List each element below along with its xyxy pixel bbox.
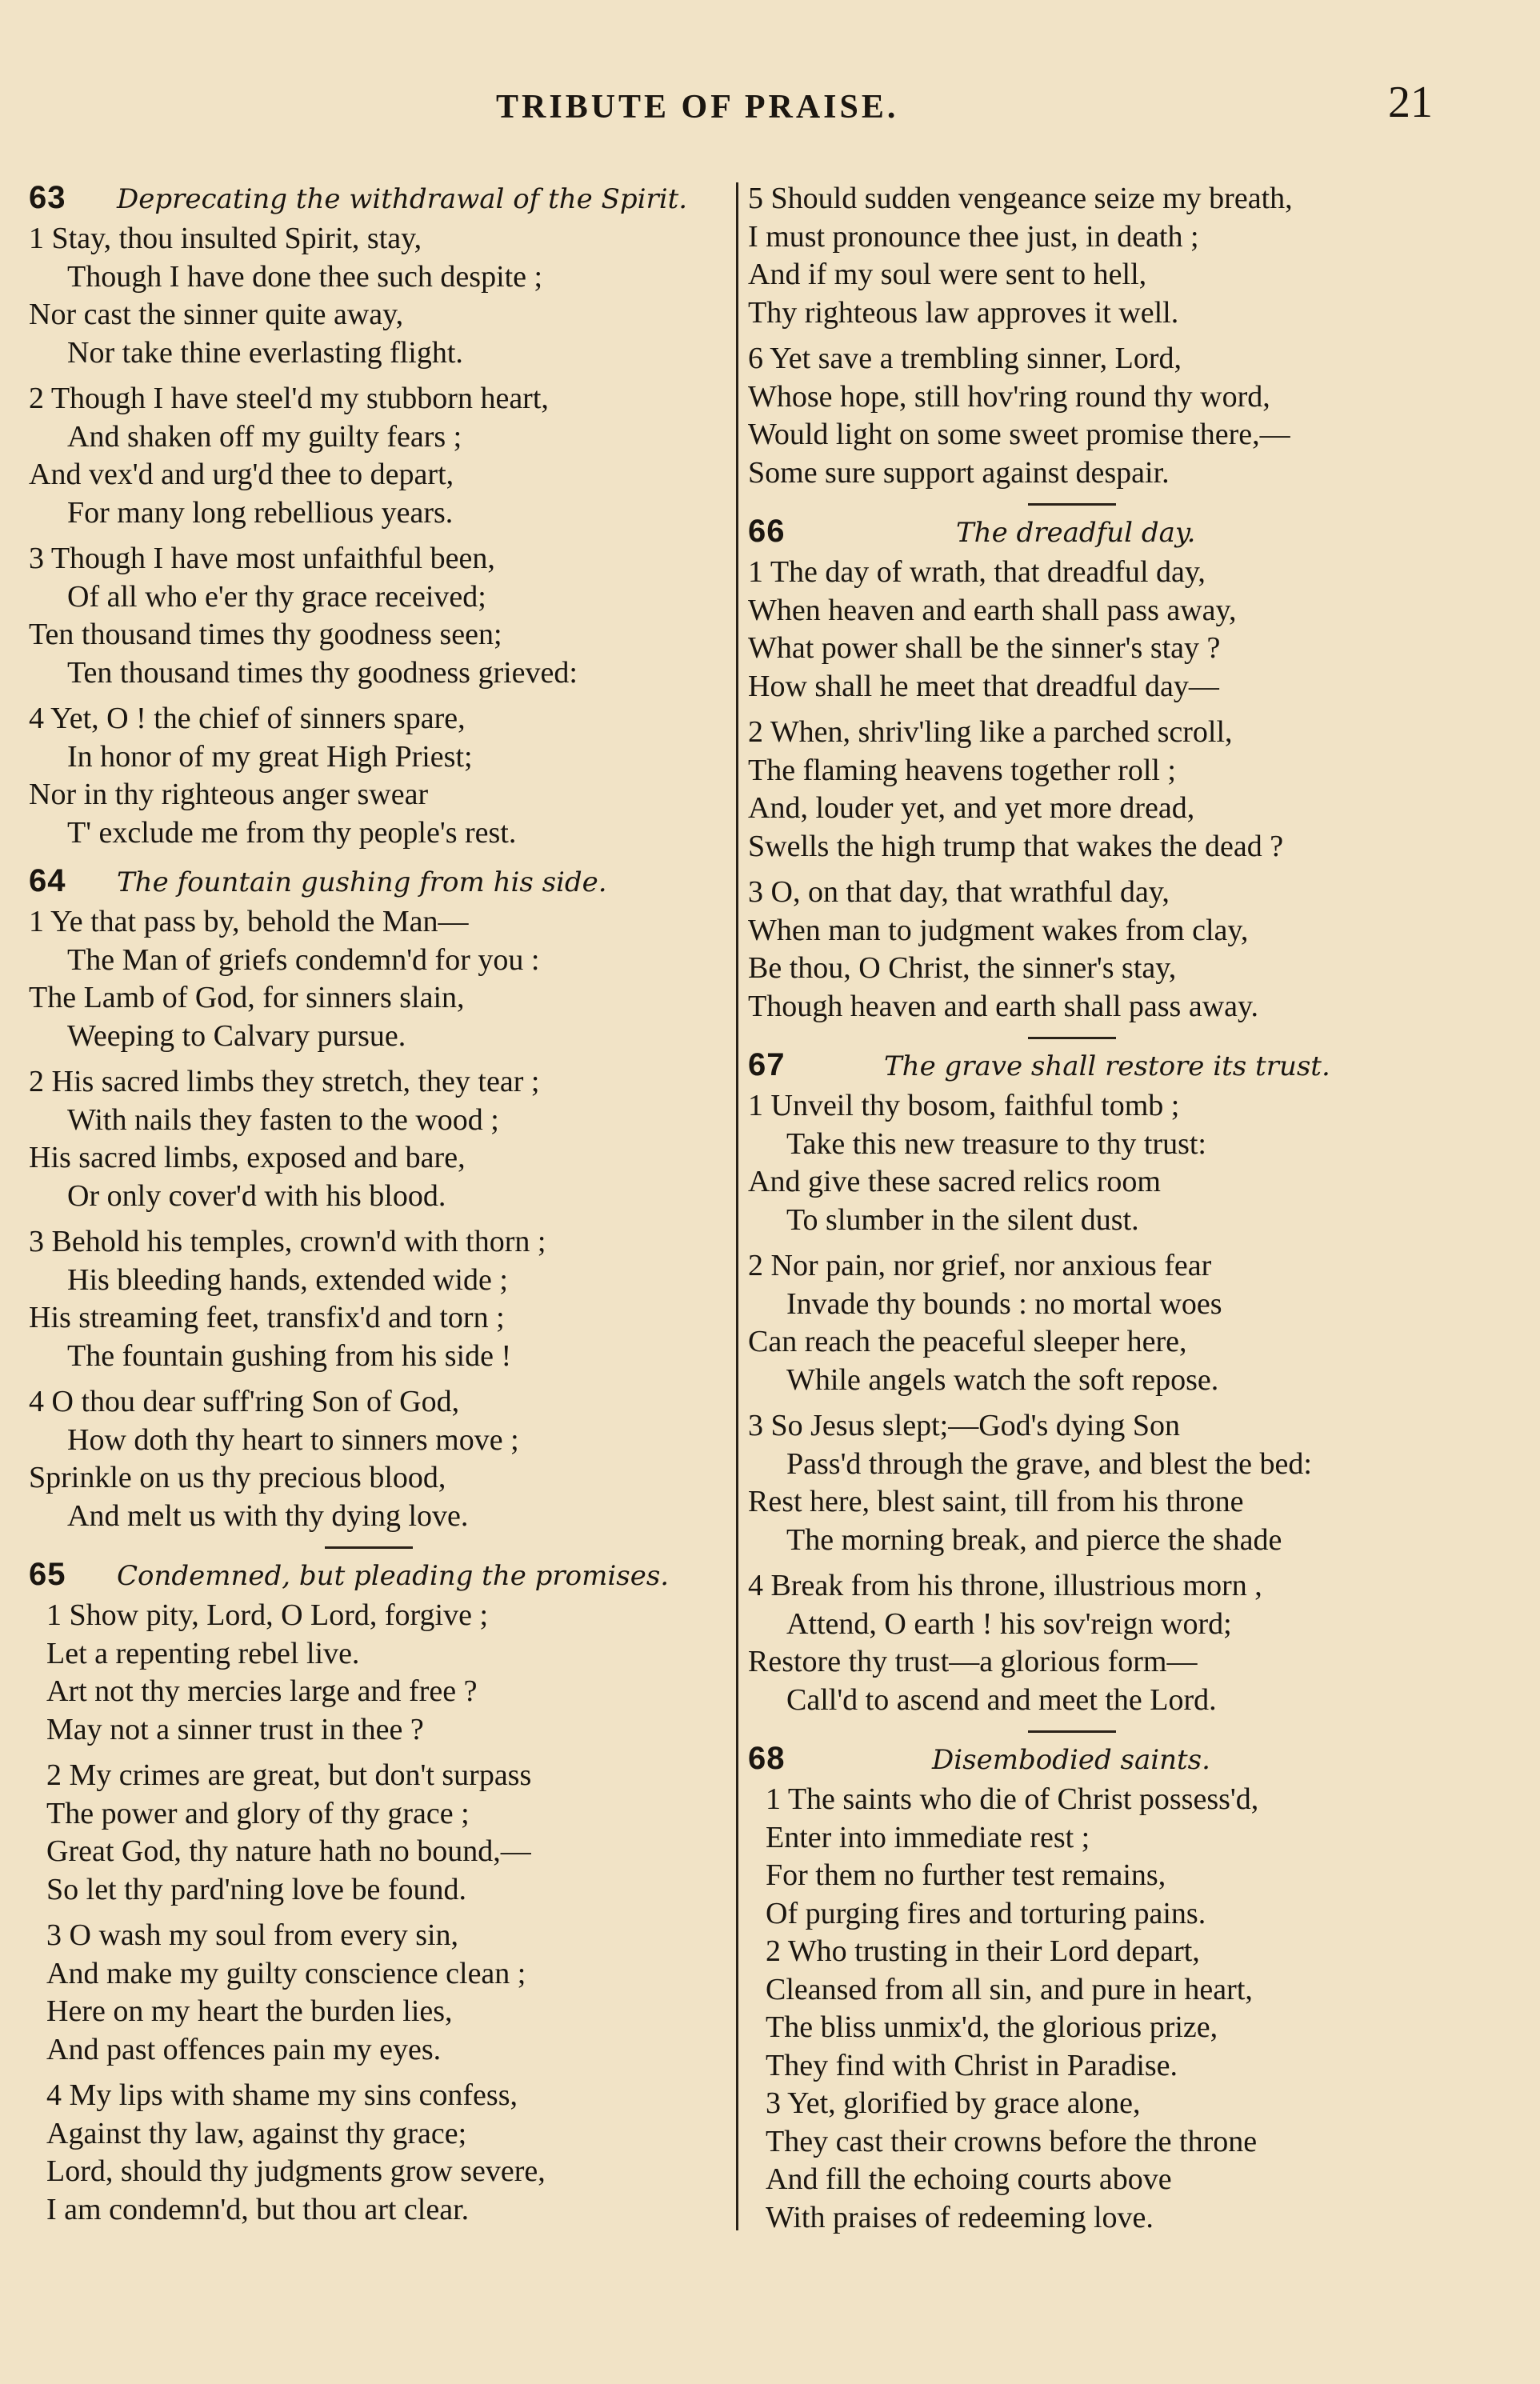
section-rule: [1028, 503, 1116, 506]
verse-line: How shall he meet that dreadful day—: [748, 669, 1219, 703]
verse-line: 3 Behold his temples, crown'd with thorn ;: [29, 1225, 546, 1258]
stanza: [748, 1781, 1476, 1933]
verse-line: 2 Though I have steel'd my stubborn heart,: [29, 382, 549, 415]
hymn-number: 68: [748, 1741, 786, 1776]
hymn-header: [748, 514, 1476, 554]
verse-line: Of all who e'er thy grace received;: [67, 579, 486, 614]
stanza: [29, 1757, 733, 1909]
verse-line: 1 Unveil thy bosom, faithful tomb ;: [748, 1089, 1180, 1122]
verse-line: The Lamb of God, for sinners slain,: [29, 981, 465, 1014]
hymn-title: The fountain gushing from his side.: [117, 866, 607, 898]
hymn-title: Disembodied saints.: [932, 1744, 1210, 1776]
hymn-number: 66: [748, 514, 786, 549]
verse-line: Be thou, O Christ, the sinner's stay,: [748, 951, 1177, 985]
hymn-67: [748, 1047, 1476, 1719]
verse-line: 1 Ye that pass by, behold the Man—: [29, 905, 469, 938]
hymn-header: [748, 1741, 1476, 1781]
verse-line: 1 The saints who die of Christ possess'd,: [766, 1782, 1259, 1816]
verse-line: Against thy law, against thy grace;: [46, 2116, 467, 2150]
verse-line: With praises of redeeming love.: [766, 2200, 1154, 2234]
stanza: [29, 380, 733, 532]
verse-line: Swells the high trump that wakes the dead ?: [748, 829, 1284, 863]
verse-line: His bleeding hands, extended wide ;: [67, 1262, 508, 1297]
hymn-title: Deprecating the withdrawal of the Spirit.: [117, 183, 688, 215]
verse-line: And, louder yet, and yet more dread,: [748, 791, 1195, 825]
hymn-number: 63: [29, 180, 66, 215]
verse-line: For many long rebellious years.: [67, 495, 454, 530]
verse-line: And give these sacred relics room: [748, 1165, 1161, 1198]
stanza: [748, 714, 1476, 866]
verse-line: Great God, thy nature hath no bound,—: [46, 1834, 531, 1868]
verse-line: 2 Nor pain, nor grief, nor anxious fear: [748, 1249, 1212, 1282]
stanza: [748, 340, 1476, 492]
stanza: [29, 220, 733, 372]
hymn-title: Condemned, but pleading the promises.: [117, 1560, 670, 1592]
stanza: [748, 1247, 1476, 1399]
hymn-number: 64: [29, 863, 66, 898]
verse-line: Invade thy bounds : no mortal woes: [786, 1286, 1222, 1321]
right-column: [748, 180, 1476, 2248]
verse-line: And vex'd and urg'd thee to depart,: [29, 458, 454, 491]
verse-line: Cleansed from all sin, and pure in heart,: [766, 1972, 1253, 2006]
verse-line: What power shall be the sinner's stay ?: [748, 631, 1221, 665]
hymn-number: 67: [748, 1047, 786, 1082]
verse-line: 2 My crimes are great, but don't surpass: [46, 1758, 532, 1792]
verse-line: 4 O thou dear suff'ring Son of God,: [29, 1385, 460, 1418]
stanza: [748, 1087, 1476, 1239]
verse-line: Nor in thy righteous anger swear: [29, 778, 429, 811]
verse-line: To slumber in the silent dust.: [786, 1202, 1139, 1237]
verse-line: The Man of griefs condemn'd for you :: [67, 942, 540, 977]
verse-line: 1 Show pity, Lord, O Lord, forgive ;: [46, 1598, 489, 1632]
stanza: [29, 1063, 733, 1215]
verse-line: Let a repenting rebel live.: [46, 1636, 360, 1670]
verse-line: With nails they fasten to the wood ;: [67, 1102, 499, 1137]
verse-line: Take this new treasure to thy trust:: [786, 1126, 1206, 1161]
hymn-68: [748, 1741, 1476, 2237]
stanza: [748, 874, 1476, 1026]
hymn-header: [29, 180, 733, 220]
stanza: [748, 180, 1476, 332]
verse-line: And fill the echoing courts above: [766, 2162, 1172, 2196]
verse-line: 5 Should sudden vengeance seize my breath,: [748, 182, 1293, 215]
section-rule: [1028, 1730, 1116, 1733]
verse-line: And if my soul were sent to hell,: [748, 258, 1147, 291]
verse-line: The flaming heavens together roll ;: [748, 753, 1176, 787]
verse-line: 3 O wash my soul from every sin,: [46, 1918, 459, 1952]
verse-line: May not a sinner trust in thee ?: [46, 1712, 424, 1746]
verse-line: Lord, should thy judgments grow severe,: [46, 2154, 546, 2188]
verse-line: Would light on some sweet promise there,—: [748, 418, 1290, 451]
stanza: [748, 2085, 1476, 2237]
verse-line: Some sure support against despair.: [748, 455, 1170, 490]
section-rule: [1028, 1037, 1116, 1039]
stanza: [748, 1933, 1476, 2085]
stanza: [748, 1407, 1476, 1559]
page-number: 21: [1388, 78, 1433, 127]
verse-line: 4 Break from his throne, illustrious morn ,: [748, 1569, 1262, 1602]
hymn-65-continued: [748, 180, 1476, 492]
verse-line: How doth thy heart to sinners move ;: [67, 1422, 519, 1457]
stanza: [29, 2077, 733, 2229]
verse-line: The morning break, and pierce the shade: [786, 1522, 1282, 1557]
verse-line: 3 So Jesus slept;—God's dying Son: [748, 1409, 1180, 1442]
verse-line: T' exclude me from thy people's rest.: [67, 815, 517, 850]
verse-line: And shaken off my guilty fears ;: [67, 419, 462, 454]
verse-line: I must pronounce thee just, in death ;: [748, 219, 1199, 254]
column-divider: [736, 182, 738, 2230]
verse-line: And make my guilty conscience clean ;: [46, 1956, 526, 1990]
verse-line: The bliss unmix'd, the glorious prize,: [766, 2010, 1218, 2044]
stanza: [29, 1223, 733, 1375]
verse-line: And melt us with thy dying love.: [67, 1498, 469, 1533]
verse-line: Art not thy mercies large and free ?: [46, 1674, 478, 1708]
verse-line: When man to judgment wakes from clay,: [748, 913, 1249, 947]
stanza: [29, 1917, 733, 2069]
verse-line: 3 Yet, glorified by grace alone,: [766, 2086, 1141, 2120]
verse-line: Of purging fires and torturing pains.: [766, 1896, 1206, 1930]
hymn-title: The grave shall restore its trust.: [884, 1050, 1330, 1082]
verse-line: Restore thy trust—a glorious form—: [748, 1645, 1198, 1678]
verse-line: 6 Yet save a trembling sinner, Lord,: [748, 342, 1182, 375]
verse-line: Ten thousand times thy goodness grieved:: [67, 655, 578, 690]
stanza: [29, 540, 733, 692]
verse-line: Though I have done thee such despite ;: [67, 259, 543, 294]
verse-line: 4 My lips with shame my sins confess,: [46, 2078, 518, 2112]
verse-line: When heaven and earth shall pass away,: [748, 593, 1237, 627]
verse-line: Sprinkle on us thy precious blood,: [29, 1461, 446, 1494]
verse-line: The fountain gushing from his side !: [67, 1338, 512, 1373]
verse-line: They find with Christ in Paradise.: [766, 2048, 1178, 2082]
section-rule: [325, 1546, 413, 1549]
verse-line: They cast their crowns before the throne: [766, 2124, 1258, 2158]
verse-line: 1 Stay, thou insulted Spirit, stay,: [29, 222, 422, 255]
verse-line: Can reach the peaceful sleeper here,: [748, 1325, 1187, 1358]
verse-line: Here on my heart the burden lies,: [46, 1994, 453, 2028]
verse-line: The power and glory of thy grace ;: [46, 1796, 470, 1830]
verse-line: Pass'd through the grave, and blest the bed:: [786, 1446, 1312, 1481]
verse-line: Attend, O earth ! his sov'reign word;: [786, 1606, 1232, 1641]
hymn-header: [29, 863, 733, 903]
hymn-66: [748, 514, 1476, 1026]
verse-line: His sacred limbs, exposed and bare,: [29, 1141, 466, 1174]
hymn-number: 65: [29, 1557, 66, 1592]
stanza: [748, 1567, 1476, 1719]
verse-line: Rest here, blest saint, till from his throne: [748, 1485, 1244, 1518]
verse-line: Ten thousand times thy goodness seen;: [29, 618, 502, 651]
page-header: [0, 80, 1540, 144]
stanza: [29, 1383, 733, 1535]
verse-line: Thy righteous law approves it well.: [748, 295, 1179, 330]
verse-line: For them no further test remains,: [766, 1858, 1166, 1892]
verse-line: 2 When, shriv'ling like a parched scroll,: [748, 715, 1233, 749]
hymn-header: [29, 1557, 733, 1597]
verse-line: Whose hope, still hov'ring round thy word,: [748, 379, 1270, 414]
verse-line: 3 O, on that day, that wrathful day,: [748, 875, 1170, 909]
verse-line: 4 Yet, O ! the chief of sinners spare,: [29, 702, 466, 735]
hymn-header: [748, 1047, 1476, 1087]
left-column: [29, 180, 733, 2240]
verse-line: And past offences pain my eyes.: [46, 2032, 442, 2066]
verse-line: 1 The day of wrath, that dreadful day,: [748, 555, 1206, 589]
verse-line: While angels watch the soft repose.: [786, 1362, 1219, 1397]
stanza: [29, 700, 733, 852]
stanza: [29, 903, 733, 1055]
stanza: [748, 554, 1476, 706]
verse-line: Or only cover'd with his blood.: [67, 1178, 446, 1213]
verse-line: His streaming feet, transfix'd and torn ;: [29, 1301, 505, 1334]
hymn-63: [29, 180, 733, 852]
hymn-65: [29, 1557, 733, 2229]
hymn-title: The dreadful day.: [956, 517, 1196, 549]
verse-line: Call'd to ascend and meet the Lord.: [786, 1682, 1217, 1717]
verse-line: 2 His sacred limbs they stretch, they tear ;: [29, 1065, 540, 1098]
verse-line: Nor take thine everlasting flight.: [67, 335, 463, 370]
verse-line: Weeping to Calvary pursue.: [67, 1018, 406, 1053]
verse-line: 2 Who trusting in their Lord depart,: [766, 1934, 1200, 1968]
running-title: TRIBUTE OF PRAISE.: [496, 89, 899, 126]
stanza: [29, 1597, 733, 1749]
verse-line: Nor cast the sinner quite away,: [29, 298, 404, 331]
verse-line: In honor of my great High Priest;: [67, 739, 473, 774]
verse-line: So let thy pard'ning love be found.: [46, 1872, 467, 1906]
verse-line: Enter into immediate rest ;: [766, 1820, 1090, 1854]
verse-line: I am condemn'd, but thou art clear.: [46, 2192, 470, 2226]
verse-line: Though heaven and earth shall pass away.: [748, 989, 1259, 1023]
hymn-64: [29, 863, 733, 1535]
verse-line: 3 Though I have most unfaithful been,: [29, 542, 495, 575]
